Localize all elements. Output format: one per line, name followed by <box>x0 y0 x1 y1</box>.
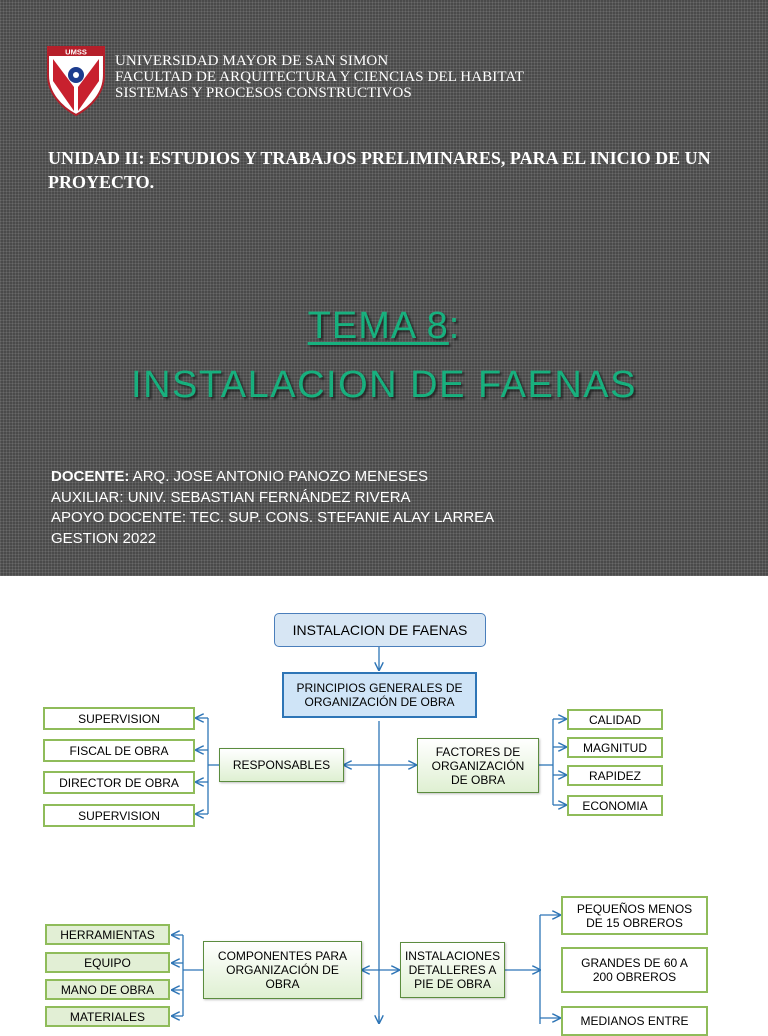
docente-name: ARQ. JOSE ANTONIO PANOZO MENESES <box>129 468 429 485</box>
instalacion-item: PEQUEÑOS MENOS DE 15 OBREROS <box>561 896 708 935</box>
responsable-item: FISCAL DE OBRA <box>43 739 195 762</box>
diagram-slide <box>0 576 768 1028</box>
responsable-item: SUPERVISION <box>43 707 195 730</box>
topic-title: INSTALACION DE FAENAS <box>131 364 637 406</box>
responsable-item: DIRECTOR DE OBRA <box>43 771 195 794</box>
topic-label: TEMA 8 <box>307 305 449 347</box>
responsables-node: RESPONSABLES <box>219 748 344 782</box>
university-logo <box>47 45 105 117</box>
unit-title: UNIDAD II: ESTUDIOS Y TRABAJOS PRELIMINARES, PARA EL INICIO DE UN PROYECTO. <box>48 148 711 192</box>
componente-item: HERRAMIENTAS <box>45 924 170 945</box>
course-name: SISTEMAS Y PROCESOS CONSTRUCTIVOS <box>115 85 412 101</box>
docente-label: DOCENTE: <box>51 468 130 485</box>
instalacion-item: GRANDES DE 60 A 200 OBREROS <box>561 947 708 993</box>
university-name: UNIVERSIDAD MAYOR DE SAN SIMON <box>115 53 389 69</box>
factor-item: RAPIDEZ <box>567 765 663 786</box>
credit-apoyo: APOYO DOCENTE: TEC. SUP. CONS. STEFANIE ALAY LARREA <box>51 509 495 526</box>
topic-number <box>0 305 768 348</box>
credit-gestion: GESTION 2022 <box>51 529 157 547</box>
factor-item: CALIDAD <box>567 709 663 730</box>
principles-node: PRINCIPIOS GENERALES DE ORGANIZACIÓN DE OBRA <box>282 672 477 718</box>
responsable-item: SUPERVISION <box>43 804 195 827</box>
componente-item: MANO DE OBRA <box>45 979 170 1000</box>
componentes-node: COMPONENTES PARA ORGANIZACIÓN DE OBRA <box>203 941 362 999</box>
componente-item: MATERIALES <box>45 1006 170 1027</box>
topic-colon: : <box>448 305 461 347</box>
credits <box>51 467 494 549</box>
componente-item: EQUIPO <box>45 952 170 973</box>
factor-item: MAGNITUD <box>567 737 663 758</box>
logo-text: UMSS <box>65 47 87 57</box>
credit-auxiliar: AUXILIAR: UNIV. SEBASTIAN FERNÁNDEZ RIVERA <box>51 488 411 506</box>
credit-docente <box>51 467 494 488</box>
diagram-root: INSTALACION DE FAENAS <box>274 613 486 647</box>
instalacion-item: MEDIANOS ENTRE <box>561 1006 708 1036</box>
faculty-name: FACULTAD DE ARQUITECTURA Y CIENCIAS DEL HABITAT <box>115 69 524 85</box>
university-header <box>115 53 524 101</box>
factores-node: FACTORES DE ORGANIZACIÓN DE OBRA <box>417 738 539 793</box>
factor-item: ECONOMIA <box>567 795 663 816</box>
instalaciones-node: INSTALACIONES DETALLERES A PIE DE OBRA <box>400 942 505 998</box>
